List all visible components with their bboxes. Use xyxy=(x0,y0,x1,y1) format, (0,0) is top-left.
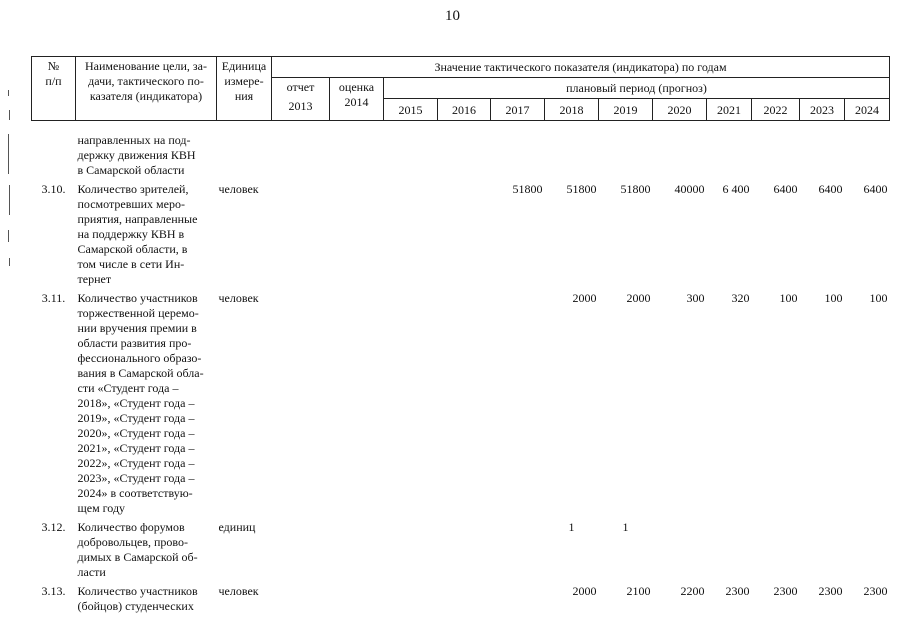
unit-cell: единиц xyxy=(218,520,256,534)
value-cell xyxy=(438,582,491,616)
unit-cell: человек xyxy=(218,584,259,598)
value-cell xyxy=(384,121,438,181)
value-cell xyxy=(438,289,491,518)
header-year: 2015 xyxy=(384,99,438,121)
indicator-name xyxy=(76,289,217,518)
indicator-name-line: Самарской области, в xyxy=(77,242,188,256)
value-cell xyxy=(272,180,330,289)
value-cell xyxy=(845,121,890,181)
value-cell xyxy=(752,121,800,181)
unit-cell xyxy=(217,121,272,181)
value-cell: 6 400 xyxy=(722,182,750,196)
row-number xyxy=(32,121,76,181)
value-cell xyxy=(800,518,845,582)
header-year: 2024 xyxy=(845,99,890,121)
value-cell xyxy=(707,121,752,181)
value-cell xyxy=(707,518,752,582)
indicator-name-line: приятия, направленные xyxy=(77,212,198,226)
indicator-table xyxy=(31,56,890,616)
value-cell xyxy=(653,121,707,181)
value-cell xyxy=(800,121,845,181)
indicator-name-line: 2019», «Студент года – xyxy=(77,411,195,425)
value-cell xyxy=(272,289,330,518)
value-cell xyxy=(384,289,438,518)
indicator-name-line: Количество зрителей, xyxy=(77,182,189,196)
indicator-name-line: на поддержку КВН в xyxy=(77,227,185,241)
header-year: 2017 xyxy=(491,99,545,121)
table-row xyxy=(32,121,890,181)
indicator-name xyxy=(76,121,217,181)
indicator-name-line: тернет xyxy=(77,272,112,286)
header-year: 2019 xyxy=(599,99,653,121)
indicator-name-line: в Самарской области xyxy=(77,163,185,177)
value-cell xyxy=(653,518,707,582)
value-cell: 320 xyxy=(731,291,750,305)
value-cell xyxy=(330,180,384,289)
header-values: Значение тактического показателя (индикатора) по годам xyxy=(272,57,890,78)
value-cell: 2300 xyxy=(773,584,798,598)
indicator-name-line: торжественной церемо- xyxy=(77,306,199,320)
indicator-name xyxy=(76,582,217,616)
indicator-name-line: Количество участников xyxy=(77,584,198,598)
indicator-name-line: 2024» в соответствую- xyxy=(77,486,193,500)
unit-cell: человек xyxy=(218,291,259,305)
unit-cell: человек xyxy=(218,182,259,196)
header-year: 2020 xyxy=(653,99,707,121)
value-cell: 1 xyxy=(568,520,575,534)
value-cell xyxy=(330,289,384,518)
value-cell xyxy=(491,582,545,616)
value-cell: 40000 xyxy=(674,182,705,196)
indicator-name-line: добровольцев, прово- xyxy=(77,535,189,549)
indicator-name-line: (бойцов) студенческих xyxy=(77,599,194,613)
value-cell: 2200 xyxy=(680,584,705,598)
value-cell: 2100 xyxy=(626,584,651,598)
indicator-name-line: посмотревших меро- xyxy=(77,197,185,211)
indicator-name-line: фессионального образо- xyxy=(77,351,202,365)
value-cell xyxy=(599,121,653,181)
margin-marks xyxy=(2,90,16,270)
header-year: 2018 xyxy=(545,99,599,121)
table-row xyxy=(32,289,890,518)
indicator-name-line: 2018», «Студент года – xyxy=(77,396,195,410)
indicator-name-line: 2020», «Студент года – xyxy=(77,426,195,440)
header-unit: Единица измере- ния xyxy=(217,57,272,121)
page-number: 10 xyxy=(445,8,460,24)
table-row xyxy=(32,582,890,616)
value-cell: 2300 xyxy=(818,584,843,598)
indicator-name xyxy=(76,180,217,289)
indicator-name-line: том числе в сети Ин- xyxy=(77,257,185,271)
indicator-name-line: Количество форумов xyxy=(77,520,185,534)
value-cell xyxy=(491,121,545,181)
value-cell: 2000 xyxy=(572,584,597,598)
row-number: 3.13. xyxy=(41,584,66,598)
indicator-name-line: 2023», «Студент года – xyxy=(77,471,195,485)
value-cell xyxy=(545,121,599,181)
value-cell: 6400 xyxy=(773,182,798,196)
value-cell: 2000 xyxy=(572,291,597,305)
value-cell xyxy=(330,582,384,616)
header-year: 2016 xyxy=(438,99,491,121)
value-cell xyxy=(845,518,890,582)
value-cell: 2000 xyxy=(626,291,651,305)
header-report: отчет 2013 xyxy=(272,78,330,121)
value-cell xyxy=(491,518,545,582)
indicator-name xyxy=(76,518,217,582)
header-year: 2021 xyxy=(707,99,752,121)
indicator-name-line: нии вручения премии в xyxy=(77,321,197,335)
value-cell: 6400 xyxy=(863,182,888,196)
value-cell: 51800 xyxy=(566,182,597,196)
value-cell xyxy=(330,121,384,181)
value-cell: 100 xyxy=(869,291,888,305)
table-row xyxy=(32,518,890,582)
indicator-name-line: области развития про- xyxy=(77,336,192,350)
value-cell xyxy=(384,518,438,582)
header-num: № п/п xyxy=(32,57,76,121)
header-year: 2022 xyxy=(752,99,800,121)
indicator-name-line: щем году xyxy=(77,501,126,515)
table-body xyxy=(32,121,890,617)
value-cell xyxy=(384,180,438,289)
indicator-name-line: направленных на под- xyxy=(77,133,191,147)
row-number: 3.11. xyxy=(41,291,66,305)
value-cell: 300 xyxy=(686,291,705,305)
value-cell xyxy=(272,121,330,181)
indicator-name-line: держку движения КВН xyxy=(77,148,196,162)
indicator-name-line: димых в Самарской об- xyxy=(77,550,198,564)
value-cell: 2300 xyxy=(863,584,888,598)
value-cell: 100 xyxy=(779,291,798,305)
table-row xyxy=(32,180,890,289)
value-cell xyxy=(272,582,330,616)
row-number: 3.10. xyxy=(41,182,66,196)
value-cell: 2300 xyxy=(725,584,750,598)
header-year: 2023 xyxy=(800,99,845,121)
value-cell xyxy=(491,289,545,518)
value-cell xyxy=(330,518,384,582)
row-number: 3.12. xyxy=(41,520,66,534)
value-cell: 100 xyxy=(824,291,843,305)
indicator-name-line: вания в Самарской обла- xyxy=(77,366,204,380)
indicator-name-line: ласти xyxy=(77,565,106,579)
value-cell xyxy=(384,582,438,616)
value-cell xyxy=(752,518,800,582)
indicator-name-line: 2021», «Студент года – xyxy=(77,441,195,455)
indicator-name-line: Количество участников xyxy=(77,291,198,305)
header-plan: плановый период (прогноз) xyxy=(384,78,890,99)
value-cell: 6400 xyxy=(818,182,843,196)
value-cell xyxy=(272,518,330,582)
value-cell: 1 xyxy=(622,520,629,534)
value-cell: 51800 xyxy=(512,182,543,196)
value-cell xyxy=(438,180,491,289)
header-estimate: оценка 2014 xyxy=(330,78,384,121)
value-cell: 51800 xyxy=(620,182,651,196)
indicator-name-line: 2022», «Студент года – xyxy=(77,456,195,470)
header-name: Наименование цели, за- дачи, тактического по- казателя (индикатора) xyxy=(76,57,217,121)
indicator-name-line: сти «Студент года – xyxy=(77,381,179,395)
value-cell xyxy=(438,121,491,181)
value-cell xyxy=(438,518,491,582)
